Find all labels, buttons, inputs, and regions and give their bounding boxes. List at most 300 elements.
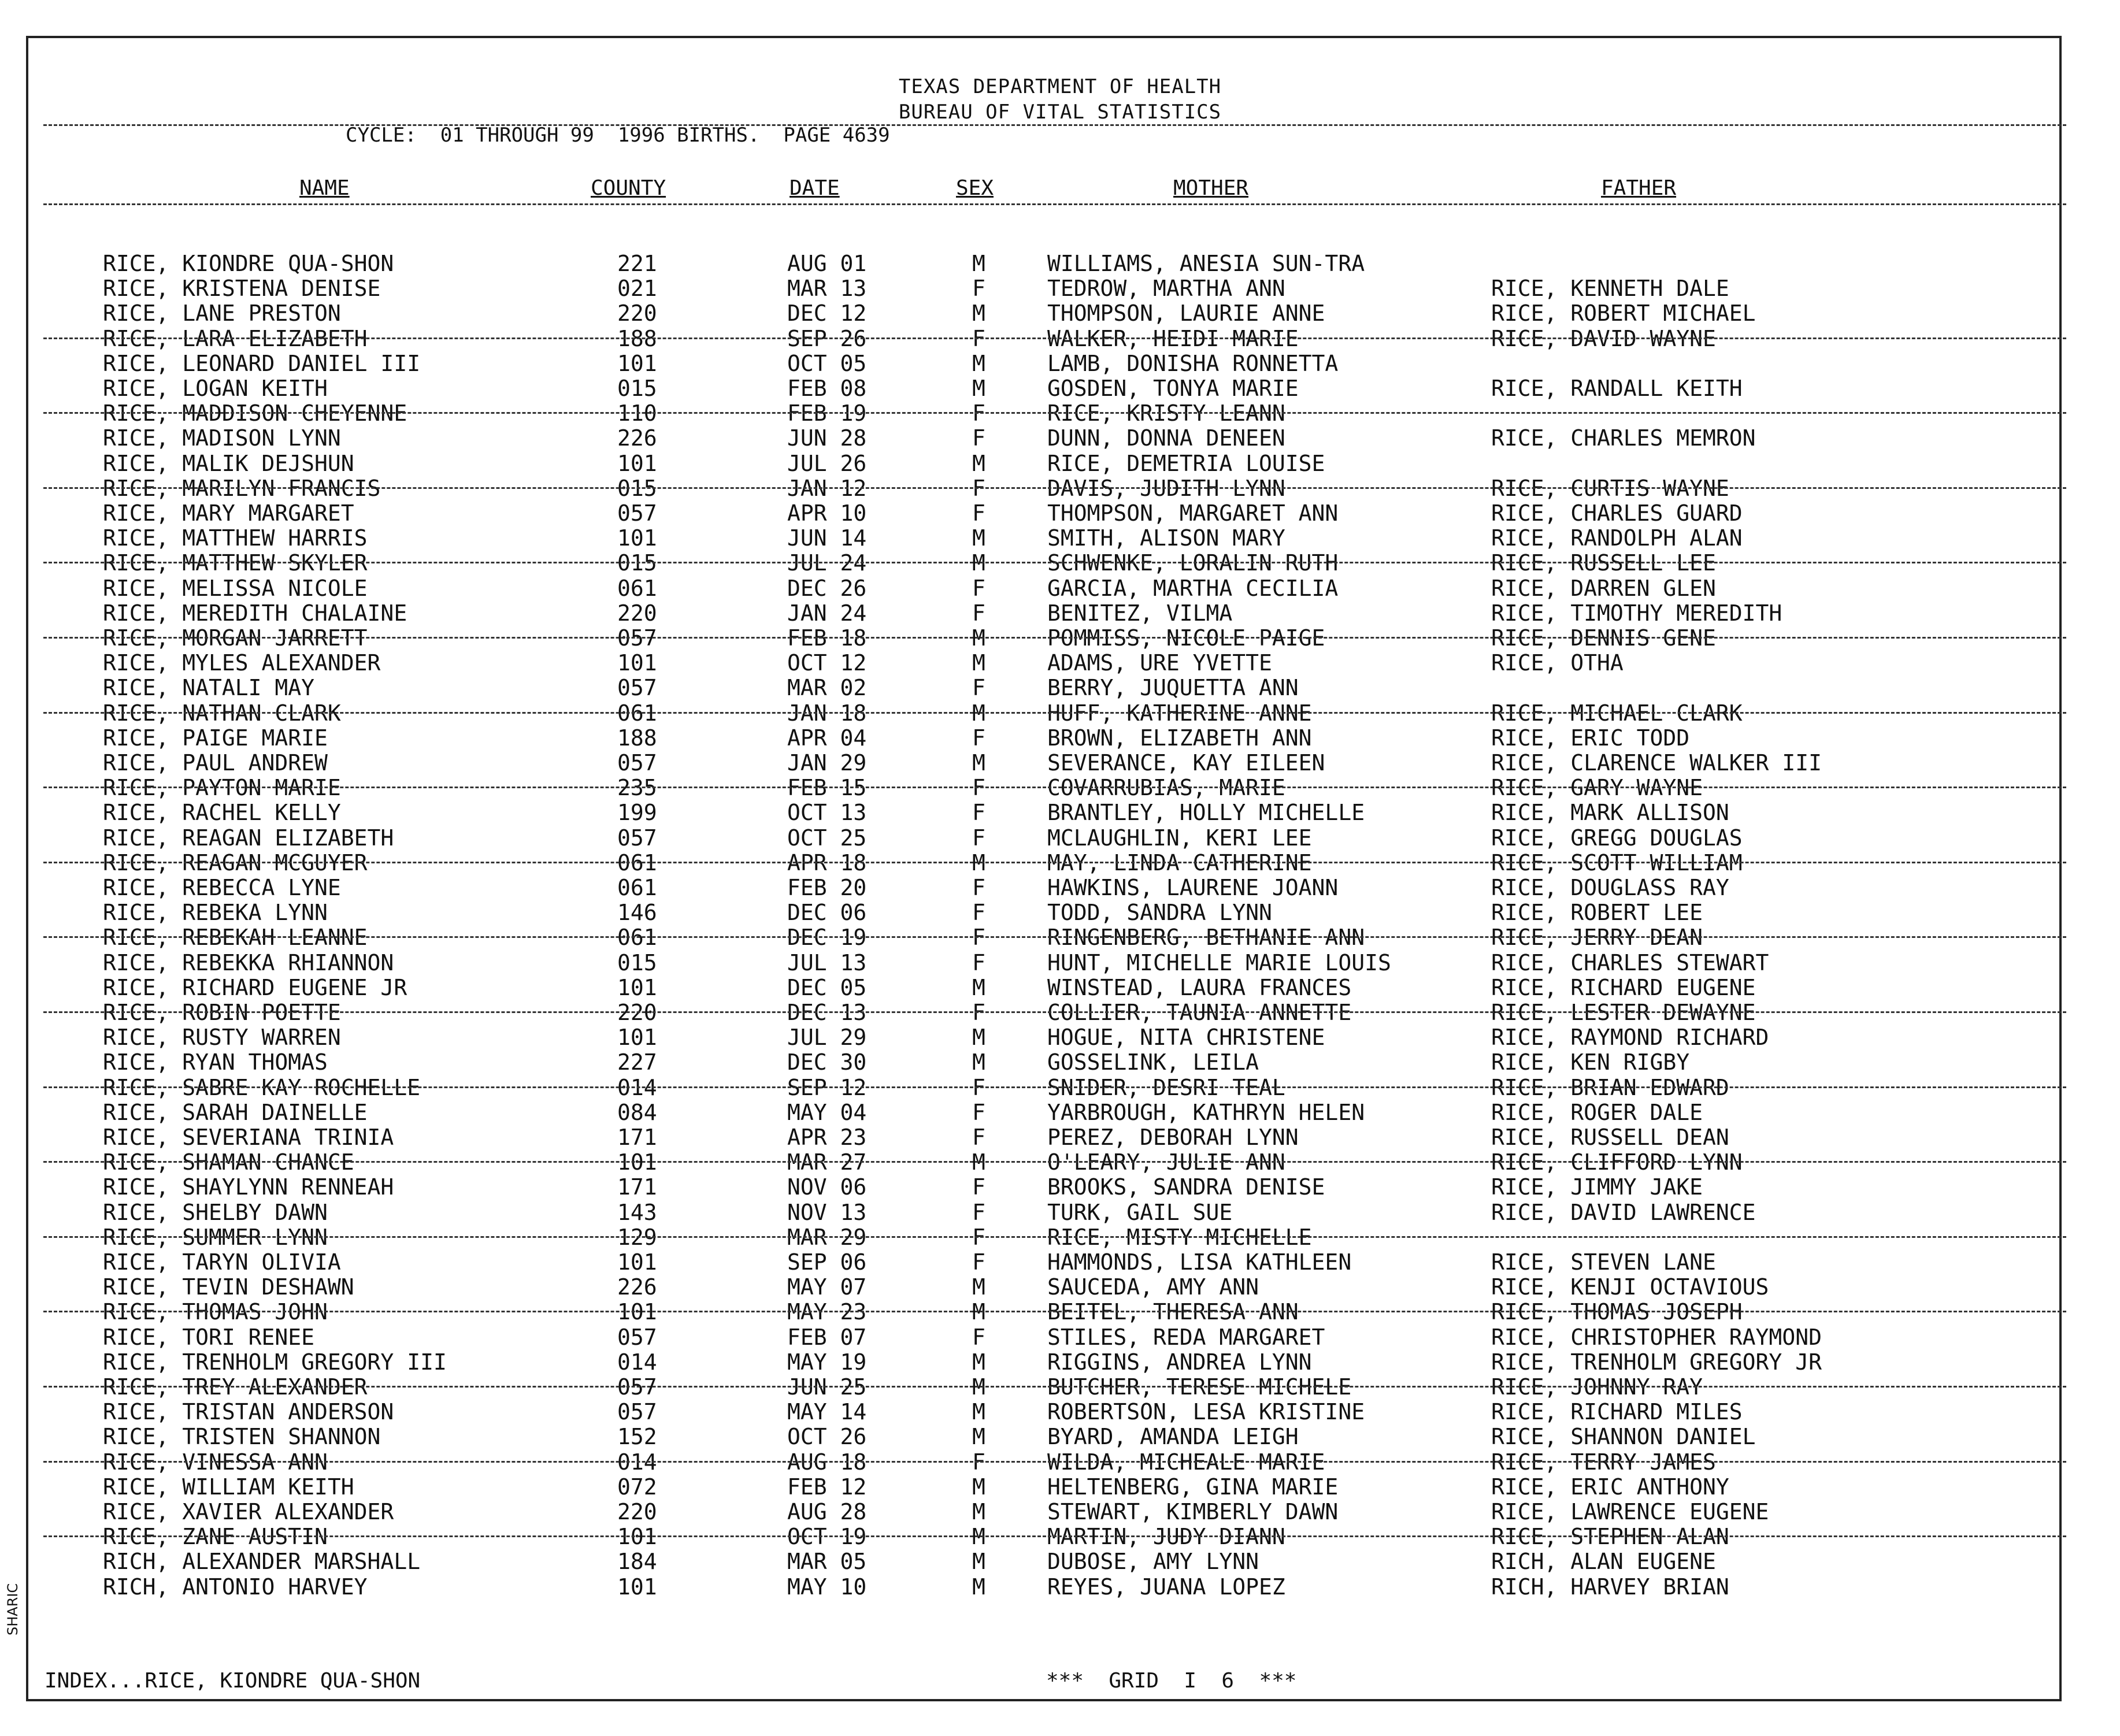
cell-county: 101 <box>617 1149 657 1175</box>
cell-date: OCT 05 <box>787 350 867 376</box>
cell-father: RICE, OTHA <box>1491 650 1624 676</box>
cell-father: RICE, DAVID WAYNE <box>1491 325 1716 351</box>
cell-mother: LAMB, DONISHA RONNETTA <box>1047 350 1339 376</box>
cell-sex: M <box>972 1374 985 1400</box>
cell-name: RICE, MEREDITH CHALAINE <box>103 600 407 626</box>
cell-sex: M <box>972 700 985 726</box>
row-divider <box>43 1311 2066 1312</box>
cell-date: DEC 30 <box>787 1049 867 1075</box>
cell-sex: M <box>972 550 985 576</box>
cell-name: RICE, TORI RENEE <box>103 1324 315 1350</box>
cell-father: RICE, KEN RIGBY <box>1491 1049 1690 1075</box>
cell-name: RICE, MATTHEW SKYLER <box>103 550 368 576</box>
cell-date: JUL 26 <box>787 450 867 476</box>
cell-date: JAN 29 <box>787 750 867 776</box>
header-divider <box>43 124 2066 126</box>
cell-sex: F <box>972 1074 985 1100</box>
cell-name: RICH, ANTONIO HARVEY <box>103 1574 368 1600</box>
cell-mother: TURK, GAIL SUE <box>1047 1199 1233 1225</box>
cell-county: 015 <box>617 475 657 501</box>
cell-date: MAR 13 <box>787 276 867 302</box>
cell-county: 101 <box>617 350 657 376</box>
cell-date: DEC 26 <box>787 575 867 601</box>
cell-sex: F <box>972 1224 985 1250</box>
column-divider <box>43 203 2066 205</box>
cell-sex: M <box>972 251 985 276</box>
cell-father: RICE, LESTER DEWAYNE <box>1491 1000 1756 1025</box>
cell-date: MAY 23 <box>787 1299 867 1325</box>
cell-mother: BROWN, ELIZABETH ANN <box>1047 725 1312 751</box>
cell-father: RICE, LAWRENCE EUGENE <box>1491 1499 1769 1524</box>
cell-sex: M <box>972 1049 985 1075</box>
cell-father: RICE, TERRY JAMES <box>1491 1449 1716 1475</box>
cell-mother: MCLAUGHLIN, KERI LEE <box>1047 825 1312 851</box>
column-date-header: DATE <box>790 176 840 200</box>
cell-name: RICE, VINESSA ANN <box>103 1449 328 1475</box>
cell-county: 014 <box>617 1074 657 1100</box>
cell-name: RICE, TREY ALEXANDER <box>103 1374 368 1400</box>
row-divider <box>43 712 2066 714</box>
cell-mother: HAMMONDS, LISA KATHLEEN <box>1047 1249 1352 1275</box>
cell-name: RICE, SEVERIANA TRINIA <box>103 1125 394 1150</box>
cell-date: MAR 29 <box>787 1224 867 1250</box>
cell-date: FEB 08 <box>787 376 867 401</box>
cell-name: RICE, WILLIAM KEITH <box>103 1474 354 1500</box>
cell-father: RICE, RANDALL KEITH <box>1491 376 1743 401</box>
cell-father: RICE, DENNIS GENE <box>1491 625 1716 651</box>
cell-mother: WALKER, HEIDI MARIE <box>1047 325 1299 351</box>
cell-sex: F <box>972 1000 985 1025</box>
cell-date: DEC 13 <box>787 1000 867 1025</box>
cell-father: RICE, KENNETH DALE <box>1491 276 1729 302</box>
cell-mother: O'LEARY, JULIE ANN <box>1047 1149 1285 1175</box>
cell-date: MAR 02 <box>787 675 867 701</box>
cell-father: RICE, BRIAN EDWARD <box>1491 1074 1729 1100</box>
cell-county: 101 <box>617 525 657 551</box>
cell-date: AUG 01 <box>787 251 867 276</box>
cell-sex: F <box>972 600 985 626</box>
cell-sex: F <box>972 400 985 426</box>
cell-father: RICE, ROGER DALE <box>1491 1099 1703 1125</box>
cell-name: RICE, RUSTY WARREN <box>103 1025 341 1051</box>
cell-mother: GOSDEN, TONYA MARIE <box>1047 376 1299 401</box>
cell-mother: STILES, REDA MARGARET <box>1047 1324 1325 1350</box>
cell-name: RICE, KIONDRE QUA-SHON <box>103 251 394 276</box>
cell-name: RICE, MADISON LYNN <box>103 425 341 451</box>
cell-county: 057 <box>617 825 657 851</box>
grid-footer: *** GRID I 6 *** <box>1046 1669 1297 1693</box>
row-divider <box>43 1236 2066 1238</box>
cell-name: RICE, ROBIN POETTE <box>103 1000 341 1025</box>
cell-sex: F <box>972 1099 985 1125</box>
cell-mother: COLLIER, TAUNIA ANNETTE <box>1047 1000 1352 1025</box>
cell-name: RICE, SHELBY DAWN <box>103 1199 328 1225</box>
cell-father: RICE, MARK ALLISON <box>1491 800 1729 826</box>
cell-mother: GARCIA, MARTHA CECILIA <box>1047 575 1339 601</box>
cell-name: RICE, LOGAN KEITH <box>103 376 328 401</box>
cell-county: 188 <box>617 325 657 351</box>
cell-sex: F <box>972 1199 985 1225</box>
cell-name: RICE, SUMMER LYNN <box>103 1224 328 1250</box>
cell-county: 220 <box>617 1499 657 1524</box>
cell-mother: REYES, JUANA LOPEZ <box>1047 1574 1285 1600</box>
cell-name: RICE, MADDISON CHEYENNE <box>103 400 407 426</box>
bureau-title: BUREAU OF VITAL STATISTICS <box>898 101 1222 124</box>
cell-sex: F <box>972 1324 985 1350</box>
cell-mother: RIGGINS, ANDREA LYNN <box>1047 1349 1312 1375</box>
cell-sex: M <box>972 525 985 551</box>
cell-date: DEC 06 <box>787 900 867 926</box>
cell-county: 101 <box>617 974 657 1000</box>
cell-mother: THOMPSON, MARGARET ANN <box>1047 500 1339 526</box>
cell-date: DEC 12 <box>787 301 867 327</box>
cell-county: 084 <box>617 1099 657 1125</box>
cell-county: 061 <box>617 875 657 900</box>
cell-name: RICE, XAVIER ALEXANDER <box>103 1499 394 1524</box>
cell-date: MAY 14 <box>787 1399 867 1425</box>
cell-name: RICE, SABRE KAY ROCHELLE <box>103 1074 421 1100</box>
cell-sex: F <box>972 825 985 851</box>
cell-father: RICE, RUSSELL LEE <box>1491 550 1716 576</box>
cell-sex: M <box>972 450 985 476</box>
cell-mother: DUBOSE, AMY LYNN <box>1047 1549 1259 1575</box>
cell-county: 057 <box>617 500 657 526</box>
cell-date: JAN 12 <box>787 475 867 501</box>
cell-sex: F <box>972 575 985 601</box>
cell-name: RICE, SARAH DAINELLE <box>103 1099 368 1125</box>
cell-date: APR 23 <box>787 1125 867 1150</box>
cell-date: FEB 12 <box>787 1474 867 1500</box>
cell-father: RICE, JIMMY JAKE <box>1491 1174 1703 1200</box>
cell-date: NOV 13 <box>787 1199 867 1225</box>
cell-name: RICE, MATTHEW HARRIS <box>103 525 368 551</box>
cell-sex: M <box>972 376 985 401</box>
cell-mother: GOSSELINK, LEILA <box>1047 1049 1259 1075</box>
row-divider <box>43 936 2066 938</box>
cell-mother: MAY, LINDA CATHERINE <box>1047 850 1312 876</box>
cell-county: 146 <box>617 900 657 926</box>
cell-name: RICE, TRISTAN ANDERSON <box>103 1399 394 1425</box>
column-county-header: COUNTY <box>591 176 666 200</box>
cell-name: RICE, NATALI MAY <box>103 675 315 701</box>
cell-sex: M <box>972 1524 985 1550</box>
cell-county: 184 <box>617 1549 657 1575</box>
cell-county: 061 <box>617 850 657 876</box>
cell-county: 014 <box>617 1349 657 1375</box>
cell-father: RICE, DARREN GLEN <box>1491 575 1716 601</box>
cell-mother: TODD, SANDRA LYNN <box>1047 900 1272 926</box>
cell-sex: M <box>972 850 985 876</box>
cell-father: RICE, CURTIS WAYNE <box>1491 475 1729 501</box>
cell-sex: F <box>972 949 985 975</box>
cell-father: RICE, GREGG DOUGLAS <box>1491 825 1743 851</box>
cell-sex: F <box>972 425 985 451</box>
cell-county: 057 <box>617 1324 657 1350</box>
cell-county: 226 <box>617 1274 657 1300</box>
row-divider <box>43 637 2066 639</box>
cell-mother: RINGENBERG, BETHANIE ANN <box>1047 925 1365 951</box>
cell-father: RICE, MICHAEL CLARK <box>1491 700 1743 726</box>
cell-name: RICE, LARA ELIZABETH <box>103 325 368 351</box>
cell-mother: DUNN, DONNA DENEEN <box>1047 425 1285 451</box>
cell-date: DEC 19 <box>787 925 867 951</box>
cell-name: RICE, TEVIN DESHAWN <box>103 1274 354 1300</box>
cell-name: RICE, LANE PRESTON <box>103 301 341 327</box>
cell-father: RICE, DOUGLASS RAY <box>1491 875 1729 900</box>
cell-sex: F <box>972 925 985 951</box>
cell-sex: F <box>972 1249 985 1275</box>
cell-sex: F <box>972 675 985 701</box>
cell-name: RICE, MALIK DEJSHUN <box>103 450 354 476</box>
cell-name: RICE, MARILYN FRANCIS <box>103 475 381 501</box>
cell-sex: M <box>972 650 985 676</box>
cell-name: RICE, RACHEL KELLY <box>103 800 341 826</box>
cell-date: JAN 18 <box>787 700 867 726</box>
cell-date: SEP 06 <box>787 1249 867 1275</box>
cell-mother: BUTCHER, TERESE MICHELE <box>1047 1374 1352 1400</box>
cell-county: 220 <box>617 600 657 626</box>
cell-sex: F <box>972 775 985 801</box>
cell-name: RICE, REBECCA LYNE <box>103 875 341 900</box>
cell-name: RICE, RYAN THOMAS <box>103 1049 328 1075</box>
cell-date: OCT 25 <box>787 825 867 851</box>
cell-mother: PEREZ, DEBORAH LYNN <box>1047 1125 1299 1150</box>
cell-date: SEP 26 <box>787 325 867 351</box>
column-sex-header: SEX <box>956 176 994 200</box>
cell-name: RICE, MORGAN JARRETT <box>103 625 368 651</box>
cell-father: RICE, CHARLES MEMRON <box>1491 425 1756 451</box>
cell-name: RICE, REBEKA LYNN <box>103 900 328 926</box>
cell-sex: F <box>972 325 985 351</box>
cell-mother: SEVERANCE, KAY EILEEN <box>1047 750 1325 776</box>
cell-mother: COVARRUBIAS, MARIE <box>1047 775 1285 801</box>
cell-name: RICE, REAGAN MCGUYER <box>103 850 368 876</box>
cell-father: RICE, GARY WAYNE <box>1491 775 1703 801</box>
cell-date: OCT 13 <box>787 800 867 826</box>
cell-mother: POMMISS, NICOLE PAIGE <box>1047 625 1325 651</box>
cell-name: RICE, PAUL ANDREW <box>103 750 328 776</box>
cell-sex: F <box>972 1174 985 1200</box>
cell-date: MAY 10 <box>787 1574 867 1600</box>
cell-mother: BYARD, AMANDA LEIGH <box>1047 1424 1299 1450</box>
cell-mother: HAWKINS, LAURENE JOANN <box>1047 875 1339 900</box>
cell-mother: SNIDER, DESRI TEAL <box>1047 1074 1285 1100</box>
row-divider <box>43 862 2066 863</box>
cell-mother: SAUCEDA, AMY ANN <box>1047 1274 1259 1300</box>
cell-sex: M <box>972 974 985 1000</box>
cell-date: FEB 18 <box>787 625 867 651</box>
cell-father: RICE, THOMAS JOSEPH <box>1491 1299 1743 1325</box>
cell-date: FEB 15 <box>787 775 867 801</box>
cell-mother: SCHWENKE, LORALIN RUTH <box>1047 550 1339 576</box>
cell-county: 171 <box>617 1125 657 1150</box>
cell-date: APR 10 <box>787 500 867 526</box>
cell-mother: BROOKS, SANDRA DENISE <box>1047 1174 1325 1200</box>
cell-father: RICE, CLIFFORD LYNN <box>1491 1149 1743 1175</box>
cell-sex: M <box>972 1025 985 1051</box>
cell-date: MAY 07 <box>787 1274 867 1300</box>
cell-mother: BENITEZ, VILMA <box>1047 600 1233 626</box>
cell-date: MAR 27 <box>787 1149 867 1175</box>
cell-name: RICE, MELISSA NICOLE <box>103 575 368 601</box>
cell-father: RICE, CHRISTOPHER RAYMOND <box>1491 1324 1822 1350</box>
cell-mother: DAVIS, JUDITH LYNN <box>1047 475 1285 501</box>
row-divider <box>43 487 2066 489</box>
cell-mother: WILDA, MICHEALE MARIE <box>1047 1449 1325 1475</box>
cell-county: 110 <box>617 400 657 426</box>
cell-mother: RICE, MISTY MICHELLE <box>1047 1224 1312 1250</box>
cell-county: 061 <box>617 575 657 601</box>
cell-name: RICE, SHAYLYNN RENNEAH <box>103 1174 394 1200</box>
cell-name: RICE, TRISTEN SHANNON <box>103 1424 381 1450</box>
cell-county: 057 <box>617 675 657 701</box>
cell-sex: F <box>972 800 985 826</box>
column-name-header: NAME <box>299 176 350 200</box>
cell-father: RICE, CHARLES STEWART <box>1491 949 1769 975</box>
cell-county: 188 <box>617 725 657 751</box>
cell-county: 015 <box>617 376 657 401</box>
side-tag: SHARIC <box>5 1583 21 1635</box>
agency-title: TEXAS DEPARTMENT OF HEALTH <box>898 75 1222 98</box>
row-divider <box>43 412 2066 414</box>
row-divider <box>43 1086 2066 1088</box>
cell-name: RICE, RICHARD EUGENE JR <box>103 974 407 1000</box>
cell-county: 143 <box>617 1199 657 1225</box>
cell-name: RICE, REBEKAH LEANNE <box>103 925 368 951</box>
cell-mother: HELTENBERG, GINA MARIE <box>1047 1474 1339 1500</box>
cell-county: 235 <box>617 775 657 801</box>
row-divider <box>43 1535 2066 1537</box>
cell-sex: F <box>972 500 985 526</box>
cell-county: 021 <box>617 276 657 302</box>
cell-county: 199 <box>617 800 657 826</box>
cell-name: RICE, LEONARD DANIEL III <box>103 350 421 376</box>
cell-mother: HUNT, MICHELLE MARIE LOUIS <box>1047 949 1391 975</box>
cycle-line: CYCLE: 01 THROUGH 99 1996 BIRTHS. PAGE 4639 <box>346 124 890 147</box>
cell-father: RICE, RICHARD EUGENE <box>1491 974 1756 1000</box>
cell-mother: WINSTEAD, LAURA FRANCES <box>1047 974 1352 1000</box>
cell-name: RICE, THOMAS JOHN <box>103 1299 328 1325</box>
cell-father: RICE, KENJI OCTAVIOUS <box>1491 1274 1769 1300</box>
cell-father: RICE, ERIC TODD <box>1491 725 1690 751</box>
cell-mother: HOGUE, NITA CHRISTENE <box>1047 1025 1325 1051</box>
cell-county: 057 <box>617 625 657 651</box>
cell-county: 220 <box>617 1000 657 1025</box>
cell-father: RICE, DAVID LAWRENCE <box>1491 1199 1756 1225</box>
cell-mother: HUFF, KATHERINE ANNE <box>1047 700 1312 726</box>
cell-father: RICE, STEVEN LANE <box>1491 1249 1716 1275</box>
cell-date: JUL 13 <box>787 949 867 975</box>
column-father-header: FATHER <box>1601 176 1677 200</box>
cell-name: RICE, NATHAN CLARK <box>103 700 341 726</box>
cell-father: RICE, RAYMOND RICHARD <box>1491 1025 1769 1051</box>
cell-name: RICE, SHAMAN CHANCE <box>103 1149 354 1175</box>
cell-father: RICE, JOHNNY RAY <box>1491 1374 1703 1400</box>
cell-date: MAY 04 <box>787 1099 867 1125</box>
cell-sex: M <box>972 1574 985 1600</box>
cell-mother: MARTIN, JUDY DIANN <box>1047 1524 1285 1550</box>
cell-county: 101 <box>617 650 657 676</box>
cell-sex: M <box>972 1274 985 1300</box>
cell-sex: M <box>972 1474 985 1500</box>
cell-sex: M <box>972 1549 985 1575</box>
cell-name: RICE, TRENHOLM GREGORY III <box>103 1349 447 1375</box>
cell-mother: STEWART, KIMBERLY DAWN <box>1047 1499 1339 1524</box>
cell-date: SEP 12 <box>787 1074 867 1100</box>
cell-sex: F <box>972 1125 985 1150</box>
cell-date: JUN 14 <box>787 525 867 551</box>
cell-sex: F <box>972 900 985 926</box>
cell-date: MAR 05 <box>787 1549 867 1575</box>
cell-sex: F <box>972 475 985 501</box>
row-divider <box>43 1011 2066 1013</box>
cell-mother: TEDROW, MARTHA ANN <box>1047 276 1285 302</box>
cell-county: 015 <box>617 550 657 576</box>
cell-county: 101 <box>617 1249 657 1275</box>
row-divider <box>43 787 2066 788</box>
cell-mother: BEITEL, THERESA ANN <box>1047 1299 1299 1325</box>
cell-county: 061 <box>617 925 657 951</box>
row-divider <box>43 1461 2066 1463</box>
cell-county: 101 <box>617 1299 657 1325</box>
cell-name: RICH, ALEXANDER MARSHALL <box>103 1549 421 1575</box>
cell-father: RICE, RANDOLPH ALAN <box>1491 525 1743 551</box>
cell-father: RICH, ALAN EUGENE <box>1491 1549 1716 1575</box>
cell-date: JUN 25 <box>787 1374 867 1400</box>
cell-date: OCT 19 <box>787 1524 867 1550</box>
cell-mother: BRANTLEY, HOLLY MICHELLE <box>1047 800 1365 826</box>
cell-father: RICE, SCOTT WILLIAM <box>1491 850 1743 876</box>
cell-father: RICE, JERRY DEAN <box>1491 925 1703 951</box>
row-divider <box>43 337 2066 339</box>
cell-name: RICE, MYLES ALEXANDER <box>103 650 381 676</box>
cell-mother: WILLIAMS, ANESIA SUN-TRA <box>1047 251 1365 276</box>
cell-name: RICE, KRISTENA DENISE <box>103 276 381 302</box>
cell-county: 171 <box>617 1174 657 1200</box>
cell-father: RICE, RICHARD MILES <box>1491 1399 1743 1425</box>
cell-date: OCT 26 <box>787 1424 867 1450</box>
cell-county: 061 <box>617 700 657 726</box>
cell-father: RICE, ROBERT LEE <box>1491 900 1703 926</box>
cell-father: RICE, TIMOTHY MEREDITH <box>1491 600 1782 626</box>
cell-county: 057 <box>617 750 657 776</box>
cell-father: RICE, RUSSELL DEAN <box>1491 1125 1729 1150</box>
cell-sex: F <box>972 725 985 751</box>
cell-county: 101 <box>617 450 657 476</box>
cell-mother: ROBERTSON, LESA KRISTINE <box>1047 1399 1365 1425</box>
cell-sex: F <box>972 1449 985 1475</box>
cell-father: RICE, ERIC ANTHONY <box>1491 1474 1729 1500</box>
cell-date: JUL 24 <box>787 550 867 576</box>
cell-sex: F <box>972 875 985 900</box>
cell-sex: M <box>972 1299 985 1325</box>
cell-date: NOV 06 <box>787 1174 867 1200</box>
cell-mother: SMITH, ALISON MARY <box>1047 525 1285 551</box>
cell-name: RICE, REBEKKA RHIANNON <box>103 949 394 975</box>
cell-sex: M <box>972 301 985 327</box>
cell-date: AUG 18 <box>787 1449 867 1475</box>
cell-county: 101 <box>617 1574 657 1600</box>
cell-sex: M <box>972 625 985 651</box>
cell-father: RICE, CLARENCE WALKER III <box>1491 750 1822 776</box>
cell-date: JUL 29 <box>787 1025 867 1051</box>
cell-county: 220 <box>617 301 657 327</box>
cell-mother: RICE, KRISTY LEANN <box>1047 400 1285 426</box>
cell-father: RICE, CHARLES GUARD <box>1491 500 1743 526</box>
column-mother-header: MOTHER <box>1173 176 1249 200</box>
cell-county: 101 <box>617 1025 657 1051</box>
cell-county: 057 <box>617 1399 657 1425</box>
